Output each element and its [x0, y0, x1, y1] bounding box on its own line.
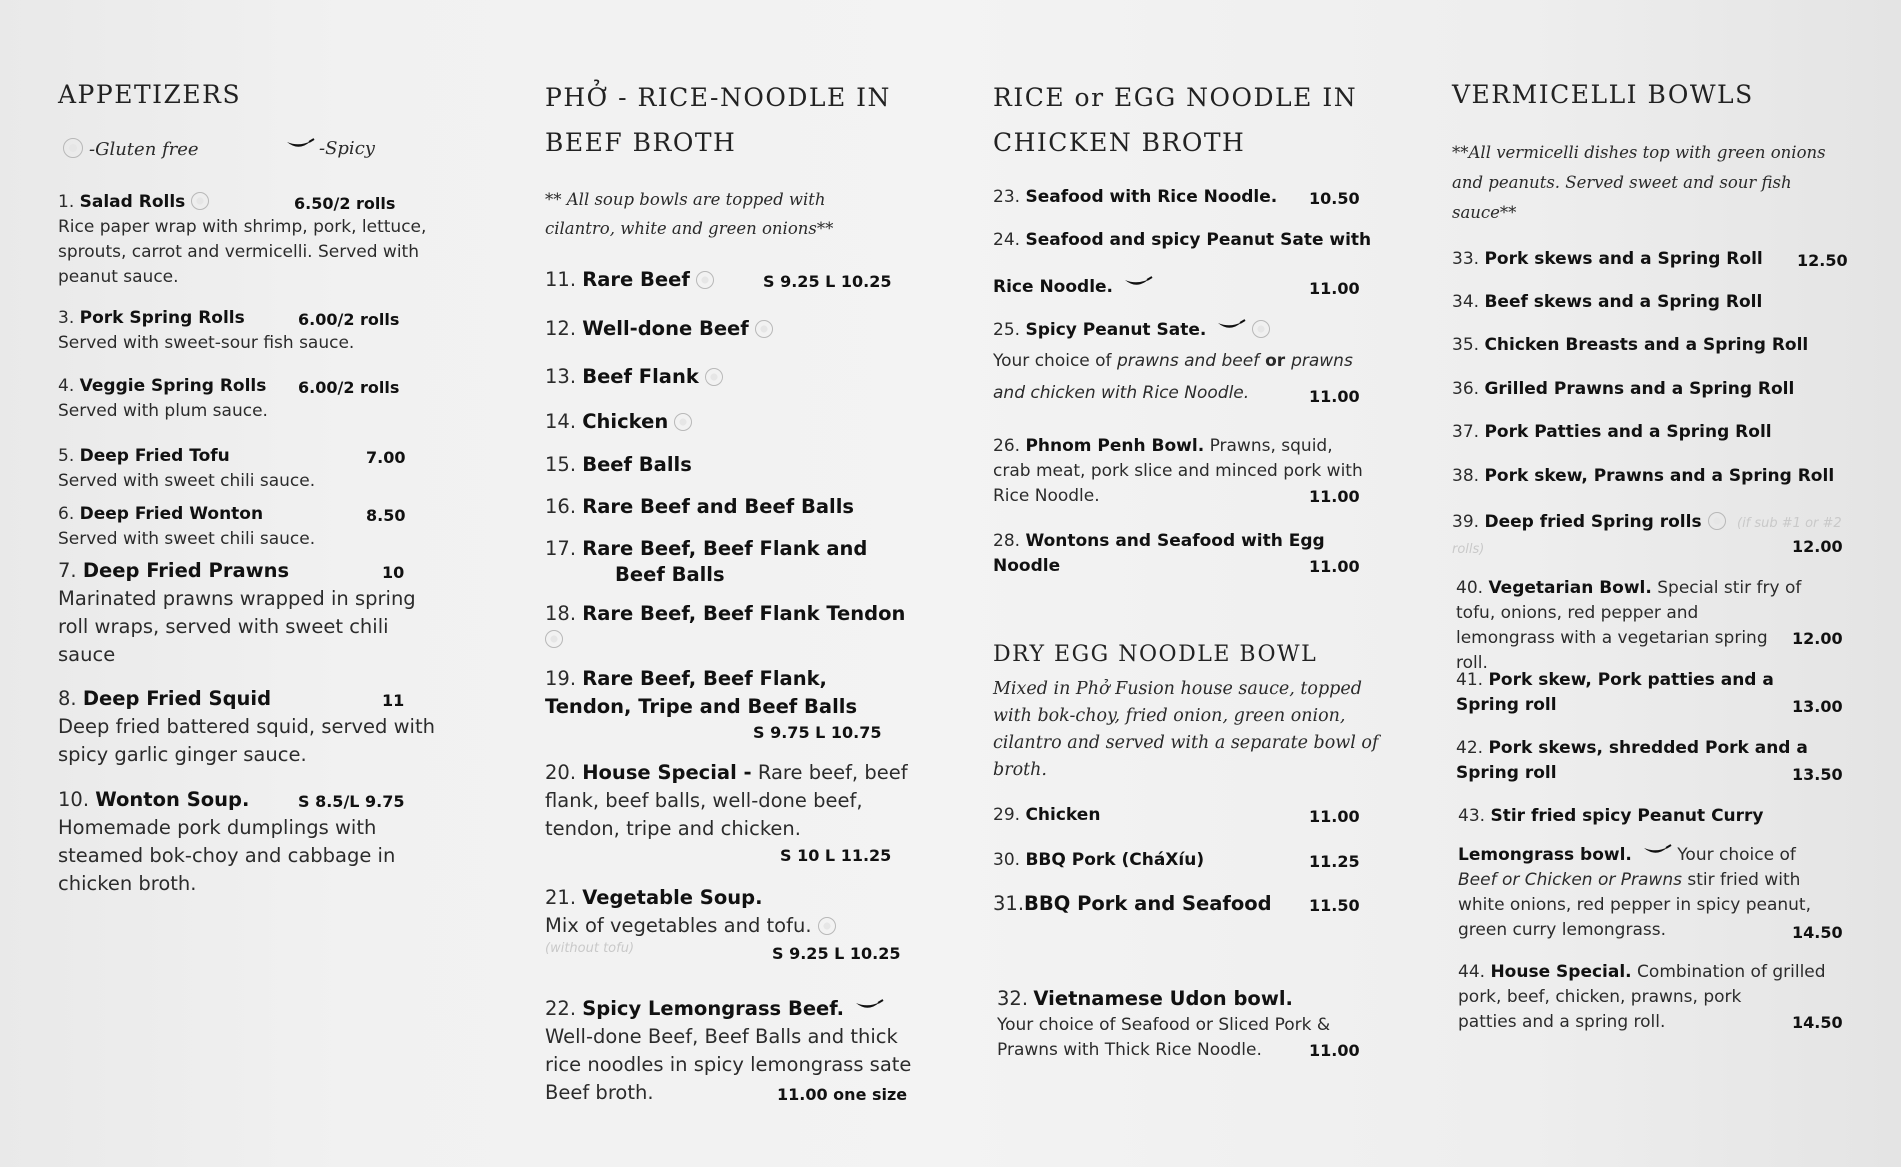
vermicelli-note: **All vermicelli dishes top with green onions and peanuts. Served sweet and sour fish sauce**: [1452, 143, 1826, 222]
appetizers-column: [58, 0, 468, 1167]
item-number: 8.: [58, 687, 77, 710]
menu-item: [1458, 960, 1852, 1035]
item-name: Spicy Lemongrass Beef.: [582, 997, 845, 1020]
pho-column: [545, 0, 930, 1167]
menu-item: [997, 985, 1383, 1063]
item-number: 25.: [993, 320, 1021, 340]
item-description-inline: Rare beef, beef: [757, 761, 908, 784]
item-name: Pork skew, Pork patties and a: [1488, 670, 1774, 690]
menu-item: [993, 803, 1383, 828]
menu-item: [545, 451, 930, 479]
item-number: 40.: [1456, 578, 1484, 598]
menu-item: [1452, 247, 1852, 272]
item-description-inline: Prawns, squid,: [1204, 436, 1333, 456]
item-price: S 9.75 L 10.75: [753, 723, 882, 742]
item-description-wrap: [545, 912, 930, 940]
item-number: 16.: [545, 495, 577, 518]
chicken-broth-column: [993, 0, 1383, 1167]
item-description: Served with plum sauce.: [58, 401, 268, 421]
item-name: Beef Balls: [582, 453, 692, 476]
chili-pepper-icon: [1123, 276, 1153, 290]
item-name: Pork Spring Rolls: [79, 308, 245, 328]
chicken-broth-heading-line2: CHICKEN BROTH: [993, 128, 1246, 157]
menu-item: [1452, 420, 1852, 445]
item-number: 12.: [545, 317, 577, 340]
item-description: pork, beef, chicken, prawns, pork patties and a spring roll.: [1458, 987, 1742, 1032]
item-name: BBQ Pork (CháXíu): [1025, 850, 1205, 870]
item-price: 11.25: [1309, 852, 1360, 871]
item-number: 41.: [1456, 670, 1484, 690]
menu-item: [545, 665, 930, 742]
item-price: 11.00: [1309, 1041, 1360, 1060]
item-name: Chicken: [582, 410, 669, 433]
menu-item: [993, 228, 1383, 300]
item-number: 34.: [1452, 292, 1480, 312]
chicken-broth-heading-line1: RICE or EGG NOODLE IN: [993, 83, 1358, 112]
item-name: Deep Fried Wonton: [79, 504, 264, 524]
item-note-faint: (without tofu): [545, 941, 635, 956]
item-name-line2: Beef Balls: [615, 563, 725, 586]
item-price: 11.00: [1309, 807, 1360, 826]
item-description: Homemade pork dumplings with steamed bok-choy and cabbage in chicken broth.: [58, 816, 396, 895]
item-name: Rare Beef, Beef Flank,: [582, 667, 827, 690]
item-price: 11: [382, 691, 405, 710]
item-price: S 10 L 11.25: [780, 846, 892, 865]
item-name: Pork Patties and a Spring Roll: [1484, 422, 1772, 442]
item-price: 14.50: [1792, 1013, 1843, 1032]
item-price: S 8.5/L 9.75: [298, 792, 405, 811]
menu-item: [545, 408, 930, 436]
menu-item: [58, 444, 468, 494]
item-number: 18.: [545, 602, 577, 625]
gluten-free-icon: [818, 917, 836, 935]
item-price: 6.00/2 rolls: [298, 310, 400, 329]
item-description: Your choice of Seafood or Sliced Pork & Prawns with Thick Rice Noodle.: [997, 1015, 1331, 1060]
item-description-italic: prawns and beef: [1116, 351, 1260, 371]
item-number: 36.: [1452, 379, 1480, 399]
item-number: 20.: [545, 761, 577, 784]
gluten-free-icon: [755, 320, 773, 338]
item-name: Seafood with Rice Noodle.: [1025, 187, 1278, 207]
item-number: 28.: [993, 531, 1021, 551]
menu-item: [58, 502, 468, 552]
item-name: Beef skews and a Spring Roll: [1484, 292, 1763, 312]
item-number: 4.: [58, 376, 75, 396]
menu-item: [545, 266, 930, 294]
item-name: Rare Beef, Beef Flank and: [582, 537, 868, 560]
menu-item: [1456, 576, 1852, 676]
item-name: Well-done Beef: [582, 317, 749, 340]
legend-spicy: -Spicy: [319, 138, 375, 159]
item-name: BBQ Pork and Seafood: [1024, 892, 1272, 915]
menu-item: [1458, 804, 1852, 943]
item-description-inline: Special stir fry of: [1651, 578, 1802, 598]
item-name: Veggie Spring Rolls: [79, 376, 267, 396]
item-number: 30.: [993, 850, 1021, 870]
item-price: 12.00: [1792, 629, 1843, 648]
item-number: 17.: [545, 537, 577, 560]
menu-item: [1452, 510, 1852, 562]
item-name-line2: Lemongrass bowl.: [1458, 845, 1632, 865]
item-name: Phnom Penh Bowl.: [1025, 436, 1205, 456]
item-name: Chicken: [1025, 805, 1101, 825]
menu-item: [545, 759, 930, 865]
item-number: 29.: [993, 805, 1021, 825]
item-name: Rare Beef, Beef Flank Tendon: [582, 602, 906, 625]
item-price: 10.50: [1309, 189, 1360, 208]
item-description: Served with sweet chili sauce.: [58, 529, 316, 549]
item-number: 10.: [58, 788, 90, 811]
item-name-line2: Rice Noodle.: [993, 277, 1114, 297]
item-description: Well-done Beef, Beef Balls and thick rice noodles in spicy lemongrass sate Beef broth.: [545, 1025, 912, 1104]
item-number: 13.: [545, 365, 577, 388]
item-description-italic: Beef or Chicken or Prawns: [1458, 870, 1682, 890]
menu-item: [545, 493, 930, 521]
menu-item: [993, 848, 1383, 873]
menu-item: [545, 535, 930, 587]
gluten-free-icon: [696, 271, 714, 289]
item-number: 7.: [58, 559, 77, 582]
item-name-line2: Spring roll: [1456, 763, 1557, 783]
menu-item: [545, 600, 930, 650]
gluten-free-icon: [63, 138, 83, 158]
item-name: Rare Beef and Beef Balls: [582, 495, 854, 518]
item-name-line2: Noodle: [993, 556, 1061, 576]
menu-item: [1452, 290, 1852, 315]
item-name: Seafood and spicy Peanut Sate with: [1025, 230, 1372, 250]
chili-pepper-icon: [1216, 319, 1246, 333]
chili-pepper-icon: [285, 138, 315, 152]
item-price: 12.50: [1797, 251, 1848, 270]
item-number: 44.: [1458, 962, 1486, 982]
item-number: 5.: [58, 446, 75, 466]
gluten-free-icon: [705, 368, 723, 386]
item-description-italic: and chicken with Rice Noodle.: [993, 383, 1250, 403]
vermicelli-heading: VERMICELLI BOWLS: [1452, 80, 1754, 109]
menu-item: [545, 363, 930, 391]
item-number: 32.: [997, 987, 1029, 1010]
item-description: flank, beef balls, well-done beef, tendon, tripe and chicken.: [545, 789, 863, 840]
item-description-inline: Your choice of: [1671, 845, 1796, 865]
item-number: 42.: [1456, 738, 1484, 758]
gluten-free-icon: [191, 192, 209, 210]
item-price: 10: [382, 563, 405, 582]
item-number: 33.: [1452, 249, 1480, 269]
item-price: 6.00/2 rolls: [298, 378, 400, 397]
item-price: 6.50/2 rolls: [294, 194, 396, 213]
item-number: 11.: [545, 268, 577, 291]
item-name: Wonton Soup.: [95, 788, 250, 811]
legend-gluten-free: -Gluten free: [89, 139, 199, 160]
item-description: Marinated prawns wrapped in spring roll wraps, served with sweet chili sauce: [58, 587, 416, 666]
menu-item: [58, 557, 468, 669]
gluten-free-icon: [1708, 512, 1726, 530]
item-note-faint: (if sub #1 or #2 rolls): [1452, 516, 1842, 557]
item-price: 11.50: [1309, 896, 1360, 915]
item-description-italic: prawns: [1291, 351, 1353, 371]
item-price: 14.50: [1792, 923, 1843, 942]
item-price: 11.00 one size: [777, 1085, 908, 1104]
item-description: Served with sweet-sour fish sauce.: [58, 333, 355, 353]
item-price: 13.50: [1792, 765, 1843, 784]
appetizers-heading: APPETIZERS: [58, 80, 242, 109]
item-number: 21.: [545, 886, 577, 909]
item-name-line2-wrap: [1458, 843, 1852, 868]
gluten-free-icon: [545, 630, 563, 648]
vermicelli-column: [1452, 0, 1852, 1167]
item-name: Deep Fried Tofu: [79, 446, 230, 466]
item-number: 15.: [545, 453, 577, 476]
chili-pepper-icon: [854, 999, 884, 1013]
item-name: Vietnamese Udon bowl.: [1033, 987, 1293, 1010]
item-description: Deep fried battered squid, served with spicy garlic ginger sauce.: [58, 715, 435, 766]
item-price: 11.00: [1309, 387, 1360, 406]
menu-item: [58, 685, 468, 769]
item-number: 38.: [1452, 466, 1480, 486]
menu-item: [993, 890, 1383, 918]
menu-item: [993, 185, 1383, 210]
menu-item: [58, 190, 468, 290]
item-price: 11.00: [1309, 557, 1360, 576]
menu-item: [1452, 464, 1852, 489]
item-description-bold: or: [1259, 351, 1292, 371]
item-name: Vegetable Soup.: [582, 886, 763, 909]
item-number: 26.: [993, 436, 1021, 456]
item-price: 12.00: [1792, 537, 1843, 556]
item-description: Your choice of: [993, 351, 1117, 371]
item-name: Pork skew, Prawns and a Spring Roll: [1484, 466, 1835, 486]
dry-noodle-heading: DRY EGG NOODLE BOWL: [993, 642, 1318, 667]
item-name: Beef Flank: [582, 365, 699, 388]
item-number: 35.: [1452, 335, 1480, 355]
item-number: 24.: [993, 230, 1021, 250]
chili-pepper-icon: [1642, 844, 1672, 858]
item-number: 31.: [993, 892, 1025, 915]
item-name: Deep Fried Squid: [82, 687, 272, 710]
item-description: tofu, onions, red pepper and lemongrass with a vegetarian spring roll.: [1456, 603, 1768, 673]
item-description: Mix of vegetables and tofu.: [545, 914, 812, 937]
item-name: Grilled Prawns and a Spring Roll: [1484, 379, 1795, 399]
item-description-wrap: [1458, 868, 1818, 943]
menu-item: [993, 529, 1383, 579]
item-name: Deep fried Spring rolls: [1484, 512, 1702, 532]
item-name-line2: Spring roll: [1456, 695, 1557, 715]
item-price: S 9.25 L 10.25: [772, 944, 901, 963]
item-name: Vegetarian Bowl.: [1488, 578, 1652, 598]
item-number: 1.: [58, 192, 75, 212]
item-number: 3.: [58, 308, 75, 328]
item-description-inline: Combination of grilled: [1631, 962, 1826, 982]
menu-item: [545, 315, 930, 343]
item-number: 43.: [1458, 806, 1486, 826]
dry-noodle-note: Mixed in Phở Fusion house sauce, topped with bok-choy, fried onion, green onion, cilantro and served with a separate bowl of broth.: [993, 679, 1379, 780]
item-number: 22.: [545, 997, 577, 1020]
item-name: Stir fried spicy Peanut Curry: [1490, 806, 1764, 826]
item-number: 14.: [545, 410, 577, 433]
item-description: Rice paper wrap with shrimp, pork, lettuce, sprouts, carrot and vermicelli. Served with peanut sauce.: [58, 217, 427, 287]
gluten-free-icon: [674, 413, 692, 431]
item-name: Pork skews, shredded Pork and a: [1488, 738, 1808, 758]
item-name: House Special.: [1490, 962, 1632, 982]
item-number: 23.: [993, 187, 1021, 207]
item-description: crab meat, pork slice and minced pork with Rice Noodle.: [993, 461, 1363, 506]
menu-item: [1456, 668, 1852, 718]
pho-heading-line2: BEEF BROTH: [545, 128, 737, 157]
item-price: 11.00: [1309, 279, 1360, 298]
item-name: Wontons and Seafood with Egg: [1025, 531, 1325, 551]
item-name: Chicken Breasts and a Spring Roll: [1484, 335, 1809, 355]
menu-item: [58, 306, 468, 356]
pho-heading-line1: PHỞ - RICE-NOODLE IN: [545, 83, 891, 112]
menu-item: [545, 995, 930, 1107]
item-name: Spicy Peanut Sate.: [1025, 320, 1207, 340]
item-name: Deep Fried Prawns: [82, 559, 290, 582]
item-description: stir fried with white onions, red pepper in spicy peanut, green curry lemongrass.: [1458, 870, 1811, 940]
menu-item: [993, 318, 1383, 409]
menu-item: [58, 374, 468, 424]
item-price: 7.00: [366, 448, 406, 467]
item-name: House Special -: [582, 761, 752, 784]
item-name-line2: Tendon, Tripe and Beef Balls: [545, 695, 858, 718]
menu-item: [993, 434, 1383, 509]
item-description: Served with sweet chili sauce.: [58, 471, 316, 491]
item-price: S 9.25 L 10.25: [763, 272, 892, 291]
item-number: 6.: [58, 504, 75, 524]
pho-note: ** All soup bowls are topped with cilantro, white and green onions**: [545, 190, 834, 238]
menu-item: [545, 884, 930, 963]
item-price: 11.00: [1309, 487, 1360, 506]
item-number: 37.: [1452, 422, 1480, 442]
menu-item: [1452, 333, 1852, 358]
menu-item: [1456, 736, 1852, 786]
item-description-wrap: [993, 345, 1383, 377]
item-name: Rare Beef: [582, 268, 690, 291]
item-number: 39.: [1452, 512, 1480, 532]
gluten-free-icon: [1252, 320, 1270, 338]
item-price: 13.00: [1792, 697, 1843, 716]
item-name: Pork skews and a Spring Roll: [1484, 249, 1763, 269]
menu-item: [58, 786, 468, 898]
item-number: 19.: [545, 667, 577, 690]
item-price: 8.50: [366, 506, 406, 525]
item-name: Salad Rolls: [79, 192, 186, 212]
menu-item: [1452, 377, 1852, 402]
